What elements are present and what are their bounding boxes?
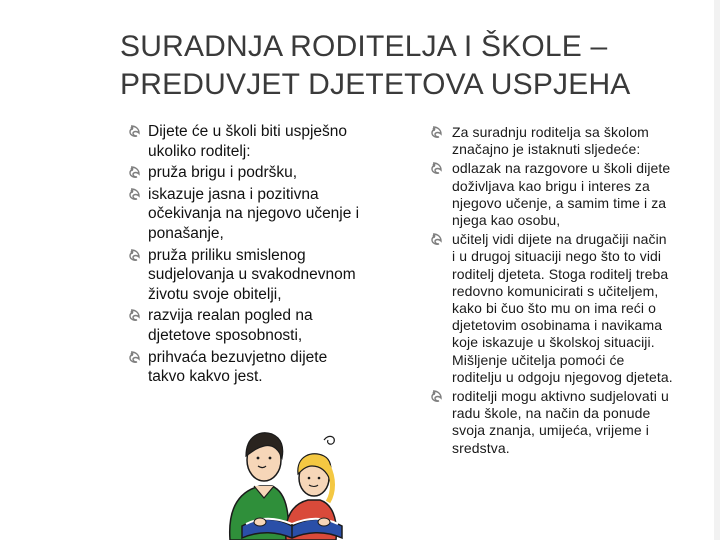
- right-list-line: roditelju u odgoju njegovog djeteta.: [452, 368, 673, 385]
- right-list-line: radu škole, na način da ponude: [452, 405, 651, 422]
- fleuron-bullet-icon: [128, 248, 142, 262]
- right-list-line: sredstva.: [452, 439, 510, 456]
- left-list-item: [128, 306, 400, 345]
- slide-title: [120, 28, 700, 104]
- left-list-item: [128, 246, 400, 305]
- left-list-line: ukoliko roditelj:: [148, 142, 251, 160]
- right-list-item: [430, 231, 706, 386]
- right-list-line: i u drugoj situaciji nego što to vidi: [452, 248, 662, 265]
- left-list-line: djetetove sposobnosti,: [148, 326, 303, 344]
- right-list-line: roditelji mogu aktivno sudjelovati u: [452, 388, 669, 405]
- left-list-line: očekivanja na njegovo učenje i: [148, 205, 360, 223]
- left-list-line: razvija realan pogled na: [148, 307, 313, 325]
- right-list-line: kako bi čuo što mu on ima reći o: [452, 300, 656, 317]
- left-list-item: [128, 163, 400, 183]
- fleuron-bullet-icon: [430, 232, 444, 246]
- right-list-line: doživljava kao brigu i interes za: [452, 177, 650, 194]
- right-list-line: značajno je istaknuti sljedeće:: [452, 141, 641, 158]
- parent-child-reading-book-clipart: [220, 422, 360, 540]
- right-list-line: učitelj vidi dijete na drugačiji način: [452, 231, 667, 248]
- right-list-line: svoja znanja, umijeća, vrijeme i: [452, 422, 649, 439]
- right-list-line: odlazak na razgovore u školi dijete: [452, 160, 671, 177]
- right-list-item: [430, 388, 706, 457]
- left-list-line: sudjelovanja u svakodnevnom: [148, 266, 356, 284]
- fleuron-bullet-icon: [128, 350, 142, 364]
- right-list-line: roditelj djeteta. Stoga roditelj treba: [452, 265, 669, 282]
- left-bullet-list: [128, 122, 400, 389]
- right-list-line: njegovo učenje, a samim time i za: [452, 194, 667, 211]
- slide-title-line: SURADNJA RODITELJA I ŠKOLE –: [120, 30, 608, 63]
- right-list-line: koje iskazuje u školskoj situaciji.: [452, 334, 655, 351]
- fleuron-bullet-icon: [128, 165, 142, 179]
- left-list-item: [128, 185, 400, 244]
- fleuron-bullet-icon: [128, 308, 142, 322]
- fleuron-bullet-icon: [430, 125, 444, 139]
- slide-edge-decoration: [714, 0, 720, 540]
- left-list-line: Dijete će u školi biti uspješno: [148, 123, 348, 140]
- fleuron-bullet-icon: [430, 161, 444, 175]
- right-list-line: Za suradnju roditelja sa školom: [452, 124, 649, 140]
- right-list-line: Mišljenje učitelja pomoći će: [452, 351, 625, 368]
- fleuron-bullet-icon: [128, 187, 142, 201]
- right-list-item: [430, 124, 706, 158]
- left-list-line: ponašanje,: [148, 224, 224, 242]
- left-list-line: pruža brigu i podršku,: [148, 164, 298, 182]
- fleuron-bullet-icon: [128, 124, 142, 138]
- left-list-line: pruža priliku smislenog: [148, 246, 306, 264]
- left-list-item: [128, 122, 400, 161]
- right-list-line: njega kao osobu,: [452, 212, 561, 229]
- left-list-line: prihvaća bezuvjetno dijete: [148, 348, 328, 366]
- right-bullet-list: [430, 124, 706, 459]
- slide-title-line: PREDUVJET DJETETOVA USPJEHA: [120, 68, 631, 101]
- left-list-line: takvo kakvo jest.: [148, 368, 263, 386]
- left-list-item: [128, 348, 400, 387]
- right-list-line: djetetovim osobinama i navikama: [452, 317, 663, 334]
- right-list-item: [430, 160, 706, 229]
- fleuron-bullet-icon: [430, 389, 444, 403]
- left-list-line: životu svoje obitelji,: [148, 285, 282, 303]
- left-list-line: iskazuje jasna i pozitivna: [148, 185, 319, 203]
- right-list-line: redovno komunicirati s učiteljem,: [452, 282, 659, 299]
